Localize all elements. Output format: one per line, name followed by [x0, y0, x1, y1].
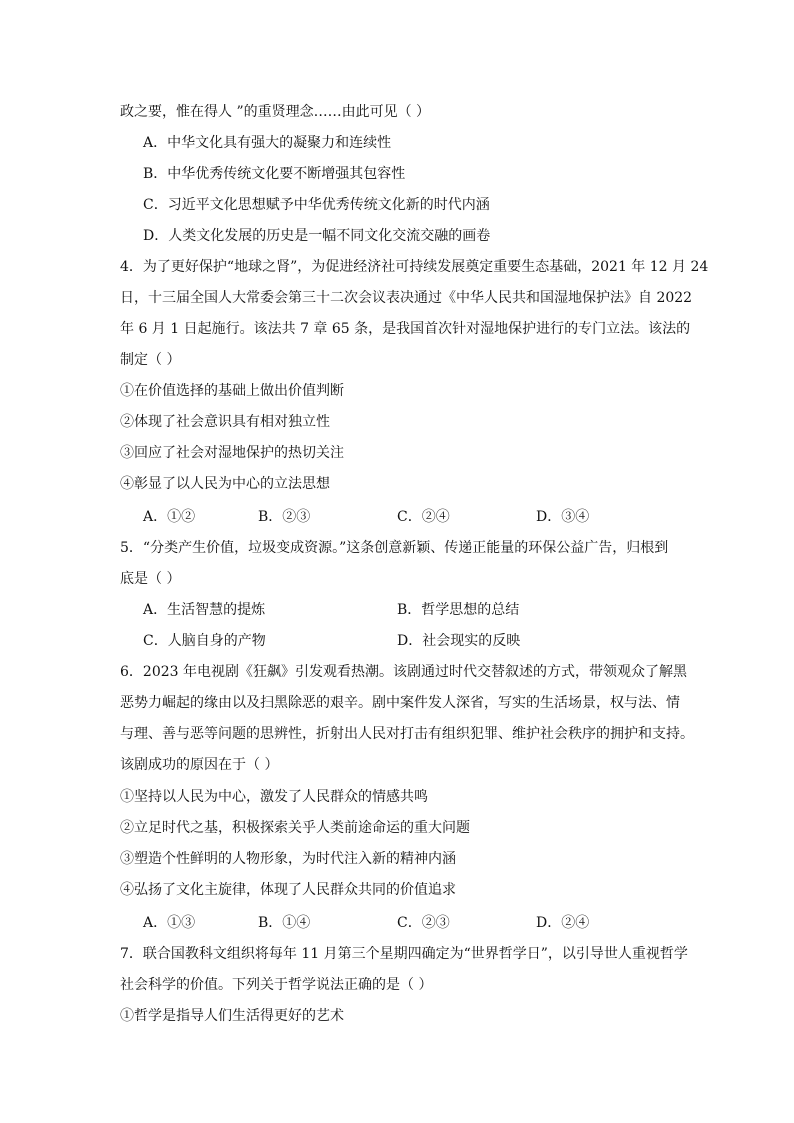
q5-option-c: C．人脑自身的产物	[143, 633, 266, 649]
q4-stem-line-2: 日，十三届全国人大常委会第三十二次会议表决通过《中华人民共和国湿地保护法》自 2022	[120, 290, 693, 306]
q6-statement-4: ④弘扬了文化主旋律，体现了人民群众共同的价值追求	[120, 882, 456, 898]
q6-choice-b: B．①④	[258, 915, 311, 931]
q6-stem-line-3: 与理、善与恶等问题的思辨性，折射出人民对打击有组织犯罪、维护社会秩序的拥护和支持。	[120, 726, 694, 742]
q7-statement-1: ①哲学是指导人们生活得更好的艺术	[120, 1008, 344, 1024]
q4-statement-2: ②体现了社会意识具有相对独立性	[120, 414, 330, 430]
q6-statement-3: ③塑造个性鲜明的人物形象，为时代注入新的精神内涵	[120, 851, 456, 867]
q6-stem-line-4: 该剧成功的原因在于（ ）	[120, 757, 279, 773]
q3-option-d: D．人类文化发展的历史是一幅不同文化交流交融的画卷	[143, 228, 491, 244]
q4-statement-1: ①在价值选择的基础上做出价值判断	[120, 383, 344, 399]
q3-stem-tail: 政之要，惟在得人 ”的重贤理念……由此可见（ ）	[120, 104, 431, 120]
q6-choice-a: A．①③	[143, 915, 196, 931]
q6-choice-c: C．②③	[397, 915, 450, 931]
q4-choice-c: C．②④	[397, 509, 450, 525]
q5-stem-line-2: 底是（ ）	[120, 571, 181, 587]
q4-stem-line-3: 年 6 月 1 日起施行。该法共 7 章 65 条，是我国首次针对湿地保护进行的专门立法。该法的	[120, 321, 691, 337]
q5-option-a: A．生活智慧的提炼	[143, 602, 266, 618]
q6-statement-2: ②立足时代之基，积极探索关乎人类前途命运的重大问题	[120, 820, 470, 836]
q4-statement-4: ④彰显了以人民为中心的立法思想	[120, 476, 330, 492]
q6-stem-line-1: 6．2023 年电视剧《狂飙》引发观看热潮。该剧通过时代交替叙述的方式，带领观众了解黑	[120, 664, 687, 680]
q3-option-c: C．习近平文化思想赋予中华优秀传统文化新的时代内涵	[143, 197, 490, 213]
q5-option-b: B．哲学思想的总结	[397, 602, 520, 618]
q4-choice-b: B．②③	[258, 509, 311, 525]
q6-statement-1: ①坚持以人民为中心，激发了人民群众的情感共鸣	[120, 789, 428, 805]
q4-choice-a: A．①②	[143, 509, 196, 525]
q4-statement-3: ③回应了社会对湿地保护的热切关注	[120, 445, 344, 461]
q5-stem-line-1: 5．“分类产生价值，垃圾变成资源。”这条创意新颖、传递正能量的环保公益广告，归根到	[120, 540, 669, 556]
q4-choice-d: D．③④	[536, 509, 590, 525]
q7-stem-line-2: 社会科学的价值。下列关于哲学说法正确的是（ ）	[120, 977, 433, 993]
q3-option-a: A．中华文化具有强大的凝聚力和连续性	[143, 135, 392, 151]
q4-stem-line-1: 4．为了更好保护“地球之肾”，为促进经济社可持续发展奠定重要生态基础，2021 年 12 月 24	[120, 259, 709, 275]
q7-stem-line-1: 7．联合国教科文组织将每年 11 月第三个星期四确定为“世界哲学日”，以引导世人重视哲学	[120, 946, 688, 962]
q3-option-b: B．中华优秀传统文化要不断增强其包容性	[143, 166, 406, 182]
q6-stem-line-2: 恶势力崛起的缘由以及扫黑除恶的艰辛。剧中案件发人深省，写实的生活场景，权与法、情	[120, 695, 680, 711]
q6-choice-d: D．②④	[536, 915, 590, 931]
q4-stem-line-4: 制定（ ）	[120, 352, 181, 368]
q5-option-d: D．社会现实的反映	[397, 633, 521, 649]
